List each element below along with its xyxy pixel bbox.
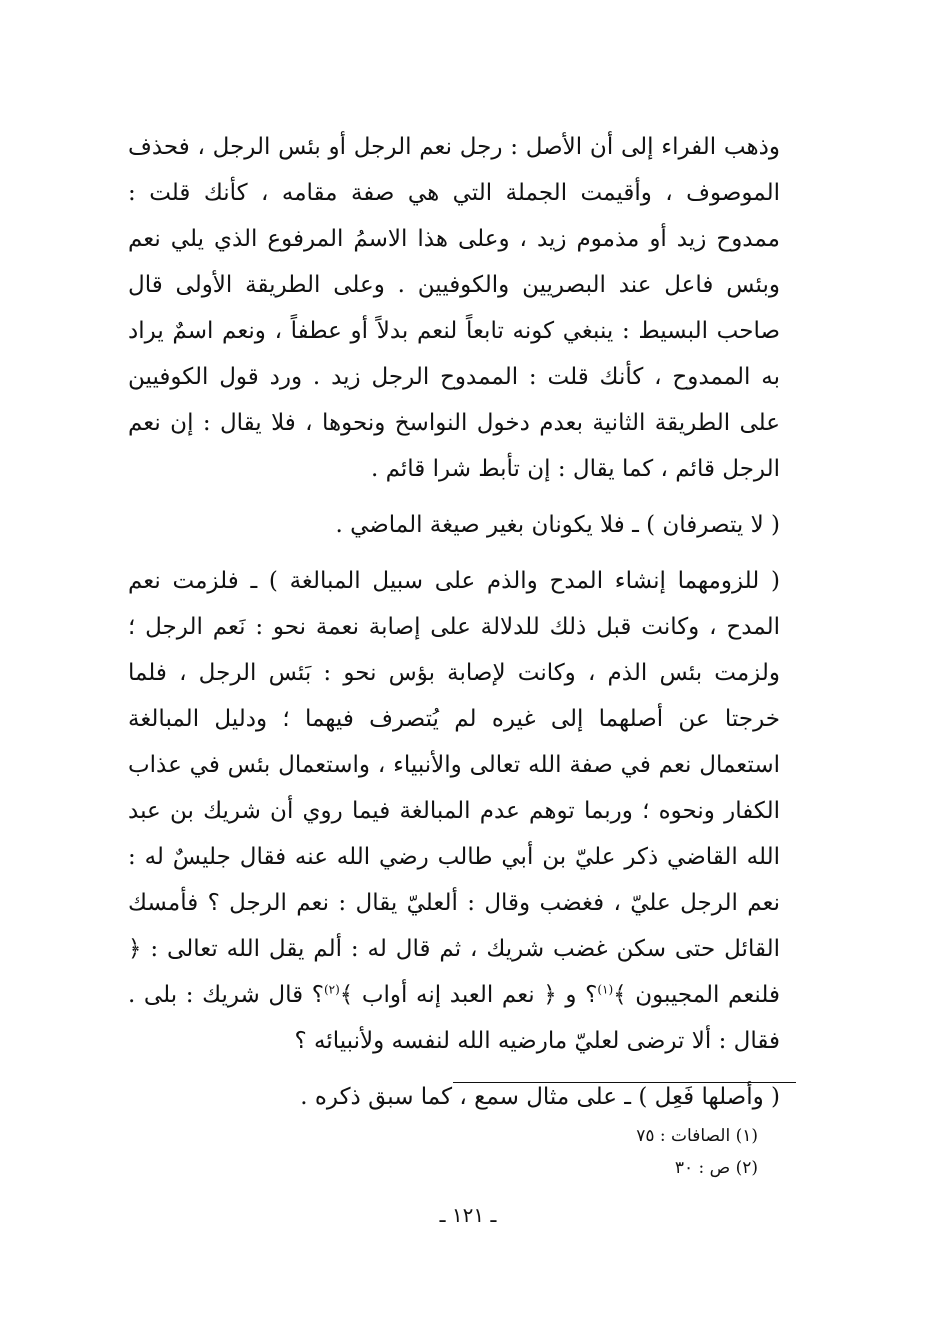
footnote-2: (٢) ص : ٣٠: [674, 1158, 758, 1178]
paragraph-3-rest: ؟ قال شريك : بلى . فقال : ألا ترضى لعليّ مارضيه الله لنفسه ولأنبيائه ؟: [128, 982, 780, 1054]
body-text: [128, 124, 806, 1120]
paragraph-3-text: ( للزومهما إنشاء المدح والذم على سبيل المبالغة ) ـ فلزمت نعم المدح ، وكانت قبل ذلك للدلالة على إصابة نعمة نحو : نَعم الرجل ؛ ولزمت بئس الذم ، وكانت لإصابة بؤس نحو : بَئس الرجل ، فلما خرجتا عن أصلهما إلى غيره لم يُتصرف فيهما ؛ ودليل المبالغة استعمال نعم في صفة الله تعالى والأنبياء ، واستعمال بئس في عذاب الكفار ونحوه ؛ وربما توهم عدم المبالغة فيما روي أن شريك بن عبد الله القاضي ذكر عليّ بن أبي طالب رضي الله عنه فقال جليسٌ له : نعم الرجل عليّ ، فغضب وقال : ألعليّ يقال : نعم الرجل ؟ فأمسك القائل حتى سكن غضب شريك ، ثم قال له : ألم يقل الله تعالى : ﴿ فلنعم المجيبون ﴾: [128, 568, 780, 1008]
footnote-ref-1: (١): [597, 982, 614, 997]
paragraph-3-mid: ؟ و ﴿ نعم العبد إنه أواب ﴾: [339, 982, 598, 1008]
footnotes: [500, 1120, 758, 1184]
footnote-1: (١) الصافات : ٧٥: [636, 1126, 758, 1146]
footnote-ref-2: (٢): [323, 982, 340, 997]
paragraph-4: ( وأصلها فَعِل ) ـ على مثال سمع ، كما سبق ذكره .: [300, 1084, 780, 1110]
footnote-divider: [453, 1082, 796, 1083]
paragraph-2: ( لا يتصرفان ) ـ فلا يكونان بغير صيغة الماضي .: [335, 512, 780, 538]
paragraph-3: [128, 558, 806, 1064]
paragraph-1: وذهب الفراء إلى أن الأصل : رجل نعم الرجل أو بئس الرجل ، فحذف الموصوف ، وأقيمت الجملة التي هي صفة مقامه ، كأنك قلت : ممدوح زيد أو مذموم زيد ، وعلى هذا الاسمُ المرفوع الذي يلي نعم وبئس فاعل عند البصريين والكوفيين . وعلى الطريقة الأولى قال صاحب البسيط : ينبغي كونه تابعاً لنعم بدلاً أو عطفاً ، ونعم اسمٌ يراد به الممدوح ، كأنك قلت : الممدوح الرجل زيد . ورد قول الكوفيين على الطريقة الثانية بعدم دخول النواسخ ونحوها ، فلا يقال : إن نعم الرجل قائم ، كما يقال : إن تأبط شرا قائم .: [128, 134, 780, 482]
page-number: ـ ١٢١ ـ: [439, 1203, 497, 1227]
